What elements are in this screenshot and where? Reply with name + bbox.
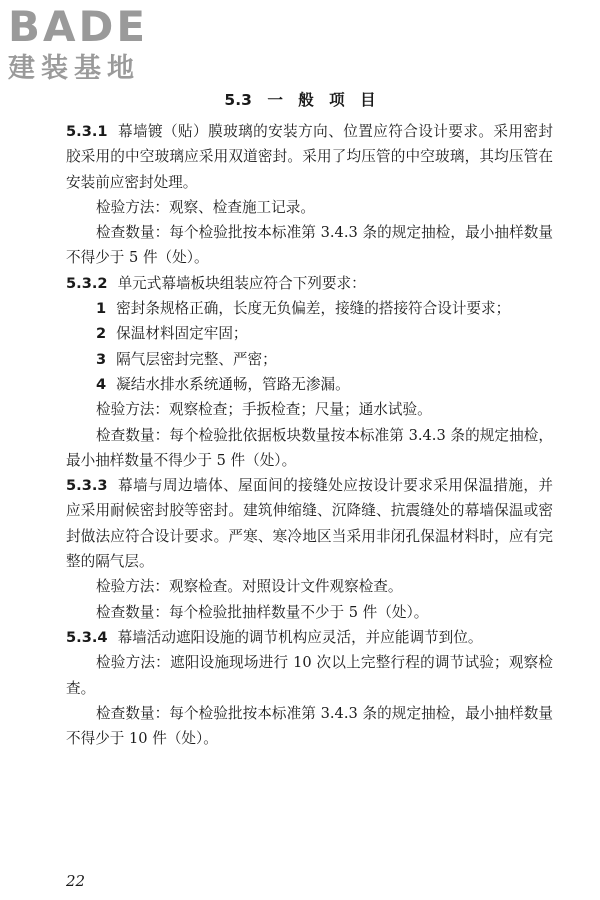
list-item [66,296,553,321]
list-item [66,347,553,372]
clause-number: 5.3.1 [66,123,108,140]
clause-5-3-4 [66,625,553,650]
page-number: 22 [66,872,86,890]
section-title: 5.3 一 般 项 目 [224,91,376,109]
logo-chinese-text: 建装基地 [8,53,140,84]
list-item-text: 凝结水排水系统通畅，管路无渗漏。 [116,375,350,393]
clause-number: 5.3.2 [66,274,108,292]
inspection-quantity: 检查数量：每个检验批抽样数量不少于 5 件（处）。 [96,603,429,621]
clause-text: 幕墙镀（贴）膜玻璃的安装方向、位置应符合设计要求。采用密封胶采用的中空玻璃应采用双道密封。采用了均压管的中空玻璃，其均压管在安装前应密封处理。 [66,123,553,191]
document-body [66,119,553,751]
inspection-method: 检验方法：遮阳设施现场进行 10 次以上完整行程的调节试验；观察检查。 [66,654,553,697]
inspection-quantity: 检查数量：每个检验批依据板块数量按本标准第 3.4.3 条的规定抽检，最小抽样数量不得少于 5 件（处）。 [66,426,553,469]
list-item-text: 保温材料固定牢固； [116,325,248,343]
inspection-method: 检验方法：观察、检查施工记录。 [96,198,315,216]
clause-text: 单元式幕墙板块组装应符合下列要求： [117,274,366,292]
clause-text: 幕墙活动遮阳设施的调节机构应灵活，并应能调节到位。 [117,628,483,646]
inspection-method: 检验方法：观察检查；手扳检查；尺量；通水试验。 [96,401,432,419]
clause-5-3-1 [66,119,553,195]
list-item-number: 4 [96,375,107,393]
list-item-number: 3 [96,350,107,368]
inspection-quantity: 检查数量：每个检验批按本标准第 3.4.3 条的规定抽检，最小抽样数量不得少于 5 件（处）。 [66,224,553,267]
clause-5-3-3 [66,473,553,574]
inspection-method: 检验方法：观察检查。对照设计文件观察检查。 [96,578,403,596]
bade-logo [8,4,180,96]
inspection-quantity: 检查数量：每个检验批按本标准第 3.4.3 条的规定抽检，最小抽样数量不得少于 10 件（处）。 [66,704,553,748]
list-item-number: 2 [96,325,107,343]
clause-5-3-2 [66,271,553,296]
list-item-number: 1 [96,300,107,318]
clause-number: 5.3.3 [66,477,108,495]
list-item [66,372,553,397]
list-item [66,321,553,346]
clause-number: 5.3.4 [66,628,108,646]
list-item-text: 隔气层密封完整、严密； [116,350,277,368]
logo-wordmark: BADE [8,2,149,51]
clause-text: 幕墙与周边墙体、屋面间的接缝处应按设计要求采用保温措施，并应采用耐候密封胶等密封。建筑伸缩缝、沉降缝、抗震缝处的幕墙保温或密封做法应符合设计要求。严寒、寒冷地区当采用非闭孔保温材料时，应有完整的隔气层。 [66,477,553,571]
list-item-text: 密封条规格正确，长度无负偏差，接缝的搭接符合设计要求； [116,300,511,318]
